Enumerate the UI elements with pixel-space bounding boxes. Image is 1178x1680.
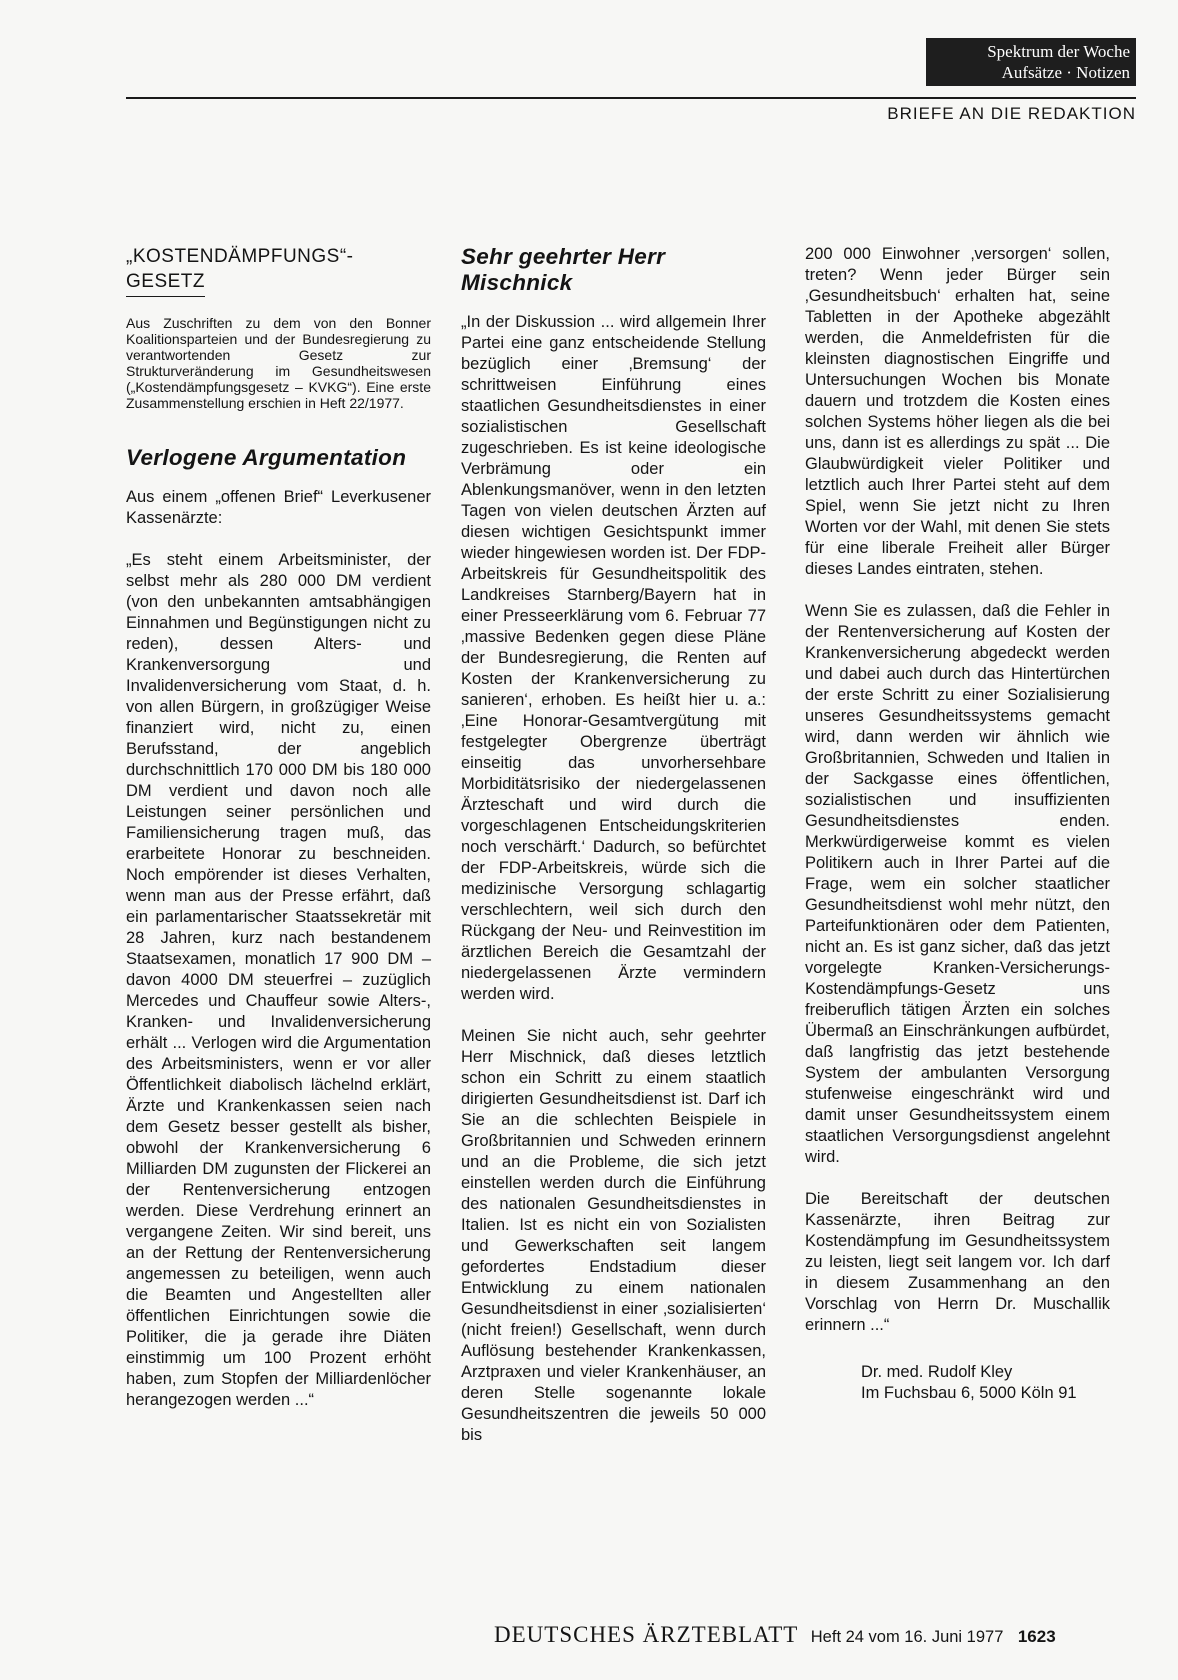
header-rule xyxy=(126,97,1136,99)
column-2 xyxy=(461,244,766,1446)
section-title: BRIEFE AN DIE REDAKTION xyxy=(887,104,1136,123)
topic-line-1: „KOSTENDÄMPFUNGS“- xyxy=(126,246,354,267)
letter-2-paragraph-5: Die Bereitschaft der deutschen Kassenärzte, ihren Beitrag zur Kostendämpfung im Gesundheitssystem zu leisten, liegt seit langem vor. Ich darf in diesem Zusammenhang an den Vorschlag von Herrn Dr. Muschallik erinnern ...“ xyxy=(805,1190,1110,1334)
signature xyxy=(805,1362,1110,1404)
section-tag-line1: Spektrum der Woche xyxy=(987,42,1130,61)
issue-info: Heft 24 vom 16. Juni 1977 xyxy=(810,1628,1004,1646)
topic-heading xyxy=(126,244,431,297)
page-number: 1623 xyxy=(1017,1627,1056,1646)
section-tag xyxy=(926,38,1136,86)
page-footer xyxy=(494,1622,1056,1648)
letter-headline-1: Verlogene Argumentation xyxy=(126,445,407,470)
column-1 xyxy=(126,244,431,1411)
letter-lead-1: Aus einem „offenen Brief“ Leverkusener Kassenärzte: xyxy=(126,488,431,527)
letter-body-1: „Es steht einem Arbeitsminister, der selbst mehr als 280 000 DM verdient (von den unbekannten amtsabhängigen Einnahmen und Begünstigungen nicht zu reden), dessen Alters- und Krankenversorgung und Invalidenversicherung vom Staat, d. h. von allen Bürgern, in großzügiger Weise finanziert wird, nicht zu, einen Berufsstand, der angeblich durchschnittlich 170 000 DM bis 180 000 DM verdient und davon noch alle Leistungen seiner persönlichen und Familiensicherung tragen muß, das erarbeitete Honorar zu beschneiden. Noch empörender ist dieses Verhalten, wenn man aus der Presse erfährt, daß ein parlamentarischer Staatssekretär mit 28 Jahren, kurz nach bestandenem Staatsexamen, monatlich 17 900 DM – davon 4000 DM steuerfrei – zuzüglich Mercedes und Chauffeur sowie Alters-, Kranken- und Invalidenversicherung erhält ... Verlogen wird die Argumentation des Arbeitsministers, wenn er vor aller Öffentlichkeit diabolisch lächelnd erklärt, Ärzte und Krankenkassen seien nach dem Gesetz besser gestellt als bisher, obwohl der Krankenversicherung 6 Milliarden DM zugunsten der Flickerei an der Rentenversicherung entzogen werden. Diese Verdrehung erinnert an vergangene Zeiten. Wir sind bereit, uns an der Rettung der Rentenversicherung angemessen zu beteiligen, wenn auch die Beamten und Angestellten aller öffentlichen Einrichtungen sowie die Politiker, die ja gerade ihre Diäten einstimmig um 100 Prozent erhöht haben, zum Stopfen der Milliardenlöcher herangezogen werden ...“ xyxy=(126,551,431,1409)
topic-intro: Aus Zuschriften zu dem von den Bonner Koalitionsparteien und der Bundesregierung zu verantwortenden Gesetz zur Strukturveränderung im Gesundheitswesen („Kostendämpfungsgesetz – KVKG“). Eine erste Zusammenstellung erschien in Heft 22/1977. xyxy=(126,315,431,411)
signature-address: Im Fuchsbau 6, 5000 Köln 91 xyxy=(861,1384,1077,1402)
topic-line-2: GESETZ xyxy=(126,269,205,297)
letter-2-paragraph-3: 200 000 Einwohner ‚versorgen‘ sollen, treten? Wenn jeder Bürger sein ‚Gesundheitsbuch‘ erhalten hat, seine Tabletten in der Apotheke abgezählt werden, die Anmeldefristen für die kleinsten diagnostischen Eingriffe und Untersuchungen Wochen bis Monate dauern und trotzdem die Kosten eines solchen Systems höher liegen als die bei uns, dann ist es allerdings zu spät ... Die Glaubwürdigkeit vieler Politiker und letztlich auch Ihrer Partei steht auf dem Spiel, wenn Sie jetzt nicht zu Ihren Worten vor der Wahl, mit denen Sie stets für eine liberale Freiheit aller Bürger dieses Landes eintraten, stehen. xyxy=(805,245,1110,578)
letter-2-paragraph-1: „In der Diskussion ... wird allgemein Ihrer Partei eine ganz entscheidende Stellung bezüglich einer ‚Bremsung‘ der schrittweisen Einführung eines staatlichen Gesundheitsdienstes in einer sozialistischen Gesellschaft zugeschrieben. Es ist keine ideologische Verbrämung oder ein Ablenkungsmanöver, wenn in den letzten Tagen von vielen deutschen Ärzten auf diesen wichtigen Gesichtspunkt immer wieder hingewiesen worden ist. Der FDP-Arbeitskreis für Gesundheitspolitik des Landkreises Starnberg/Bayern hat in einer Presseerklärung vom 6. Februar 77 ‚massive Bedenken gegen diese Pläne der Bundesregierung, die Renten auf Kosten der Krankenversicherung zu sanieren‘, erhoben. Es heißt hier u. a.: ‚Eine Honorar-Gesamtvergütung mit festgelegter Obergrenze überträgt einseitig das unvorhersehbare Morbiditätsrisiko der niedergelassenen Ärzteschaft und wird durch die vorgeschlagenen Entscheidungskriterien noch verschärft.‘ Dadurch, so befürchtet der FDP-Arbeitskreis, würde sich die medizinische Versorgung schlagartig verschlechtern, weil sich durch den Rückgang der Neu- und Reinvestition im ärztlichen Bereich die Gesamtzahl der niedergelassenen Ärzte vermindern werden wird. xyxy=(461,313,766,1003)
signature-name: Dr. med. Rudolf Kley xyxy=(861,1363,1013,1381)
section-tag-line2: Aufsätze · Notizen xyxy=(1001,63,1130,82)
letter-2-paragraph-4: Wenn Sie es zulassen, daß die Fehler in der Rentenversicherung auf Kosten der Krankenversicherung abgedeckt werden und dabei auch durch das Hintertürchen der erste Schritt zu einer Sozialisierung unseres Gesundheitssystems gemacht wird, dann werden wir ähnlich wie Großbritannien, Schweden und Italien in der Sackgasse eines öffentlichen, sozialistischen und insuffizienten Gesundheitsdienstes enden. Merkwürdigerweise kommt es vielen Politikern auch in Ihrer Partei auf die Frage, wem ein solcher staatlicher Gesundheitsdienst wohl mehr nützt, den Parteifunktionären oder dem Patienten, nicht an. Es ist ganz sicher, daß das jetzt vorgelegte Kranken-Versicherungs-Kostendämpfungs-Gesetz uns freiberuflich tätigen Ärzten ein solches Übermaß an Einschränkungen aufbürdet, daß langfristig das jetzt bestehende System der ambulanten Versorgung stufenweise eingeschränkt wird und damit unser Gesundheitssystem einem staatlichen Versorgungsdienst angelehnt wird. xyxy=(805,602,1110,1166)
magazine-name: DEUTSCHES ÄRZTEBLATT xyxy=(494,1622,799,1647)
letter-2-paragraph-2: Meinen Sie nicht auch, sehr geehrter Herr Mischnick, daß dieses letztlich schon ein Schritt zu einem staatlich dirigierten Gesundheitsdienst ist. Darf ich Sie an die schlechten Beispiele in Großbritannien und Schweden erinnern und an die Probleme, die sich jetzt einstellen werden durch die Einführung des nationalen Gesundheitsdienstes in Italien. Ist es nicht ein von Sozialisten und Gewerkschaften seit langem gefordertes Endstadium dieser Entwicklung zu einem nationalen Gesundheitsdienst in einer ‚sozialisierten‘ (nicht freien!) Gesellschaft, wenn durch Auflösung bestehender Krankenkassen, Arztpraxen und vieler Krankenhäuser, an deren Stelle sogenannte lokale Gesundheitszentren die jeweils 50 000 bis xyxy=(461,1027,766,1444)
letter-headline-2: Sehr geehrter Herr Mischnick xyxy=(461,244,666,295)
column-3 xyxy=(805,244,1110,1404)
